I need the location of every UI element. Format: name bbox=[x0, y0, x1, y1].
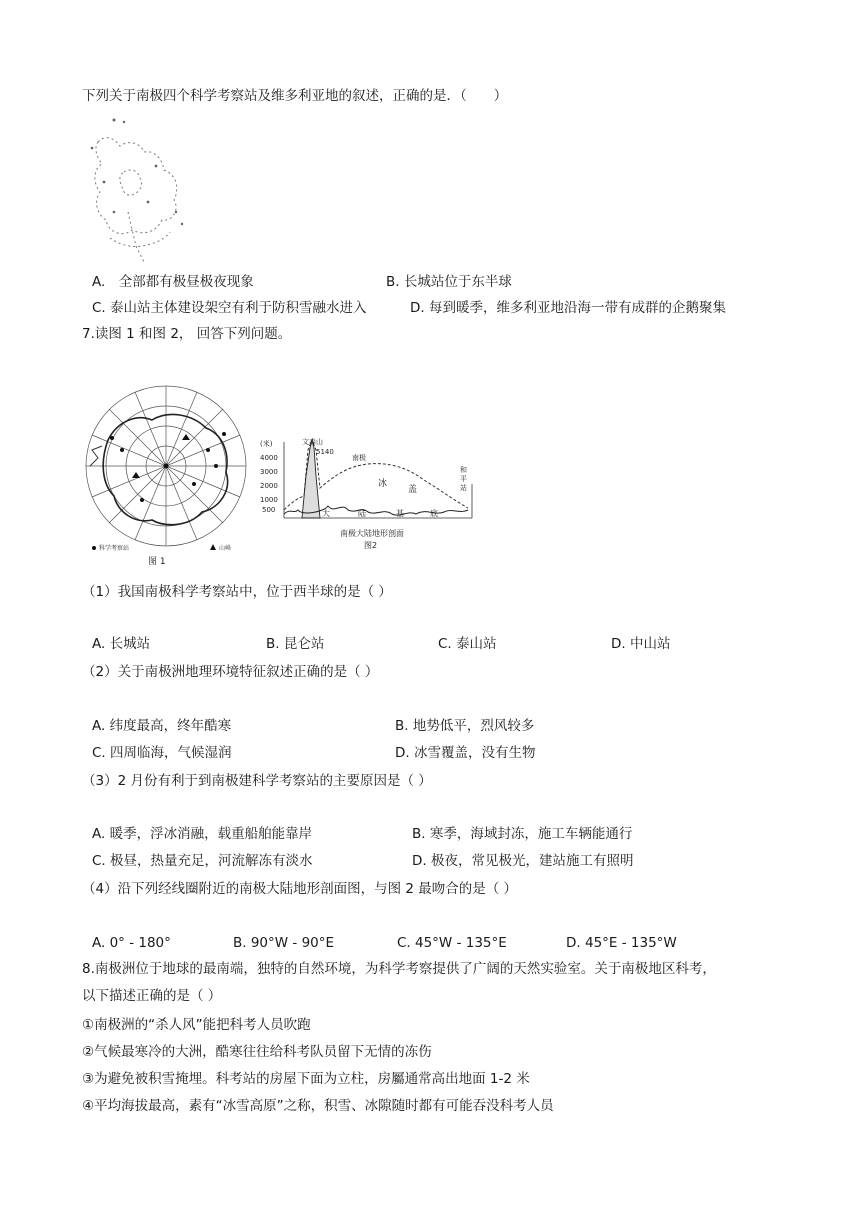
bedrock-label-2: 陆 bbox=[358, 509, 366, 518]
q7-sub1-stem: （1）我国南极科学考察站中，位于西半球的是（ ） bbox=[82, 584, 392, 600]
q7-sub1-option-c[interactable]: C. 泰山站 bbox=[438, 636, 497, 652]
ice-label-2: 盖 bbox=[408, 485, 418, 495]
section-title: 南极大陆地形剖面 bbox=[340, 529, 404, 538]
y-tick-2000: 2000 bbox=[260, 482, 278, 490]
y-tick-1000: 1000 bbox=[260, 496, 278, 504]
q8-stem-line-2: 以下描述正确的是（ ） bbox=[82, 988, 222, 1004]
q7-sub3-option-d[interactable]: D. 极夜，常见极光，建站施工有照明 bbox=[412, 853, 634, 869]
q7-sub2-option-a[interactable]: A. 纬度最高，终年酷寒 bbox=[92, 718, 232, 734]
bedrock-label-1: 大 bbox=[322, 509, 330, 518]
legend-station: 科学考察站 bbox=[99, 545, 130, 552]
q8-item-4: ④平均海拔最高，素有“冰雪高原”之称，积雪、冰隙随时都有可能吞没科考人员 bbox=[82, 1098, 554, 1114]
south-pole-label: 南极 bbox=[352, 454, 366, 462]
figure-2-caption: 图2 bbox=[364, 541, 378, 550]
q7-sub3-stem: （3）2 月份有利于到南极建科学考察站的主要原因是（ ） bbox=[82, 773, 432, 789]
bedrock-label-4: 底 bbox=[430, 509, 438, 518]
q7-sub2-option-c[interactable]: C. 四周临海，气候湿润 bbox=[92, 745, 232, 761]
q7-sub4-option-b[interactable]: B. 90°W - 90°E bbox=[233, 935, 335, 951]
y-tick-500: 500 bbox=[262, 506, 276, 514]
q7-sub2-option-b[interactable]: B. 地势低平，烈风较多 bbox=[395, 718, 535, 734]
q7-sub4-stem: （4）沿下列经线圈附近的南极大陆地形剖面图，与图 2 最吻合的是（ ） bbox=[82, 881, 518, 897]
q6-option-a[interactable]: A. 全部都有极昼极夜现象 bbox=[92, 274, 254, 290]
peak-height: 5140 bbox=[316, 448, 334, 456]
peak-name: 文森山 bbox=[302, 438, 323, 446]
q7-sub3-option-b[interactable]: B. 寒季，海域封冻，施工车辆能通行 bbox=[412, 826, 633, 842]
antarctica-sketch-map bbox=[84, 112, 200, 268]
figure-1-caption: 图 1 bbox=[148, 557, 166, 566]
q7-sub4-option-d[interactable]: D. 45°E - 135°W bbox=[566, 935, 677, 951]
station-label-2: 平 bbox=[460, 475, 467, 483]
q8-item-1: ①南极洲的“杀人风”能把科考人员吹跑 bbox=[82, 1017, 311, 1033]
q6-stem: 下列关于南极四个科学考察站及维多利亚地的叙述，正确的是．（ ） bbox=[82, 88, 508, 104]
q7-sub3-option-c[interactable]: C. 极昼，热量充足，河流解冻有淡水 bbox=[92, 853, 313, 869]
q8-item-2: ②气候最寒冷的大洲，酷寒往往给科考队员留下无情的冻伤 bbox=[82, 1044, 432, 1060]
q7-sub4-option-a[interactable]: A. 0° - 180° bbox=[92, 935, 171, 951]
q7-sub2-stem: （2）关于南极洲地理环境特征叙述正确的是（ ） bbox=[82, 664, 379, 680]
q7-figure-2 bbox=[258, 436, 476, 558]
q7-stem: 7.读图 1 和图 2， 回答下列问题。 bbox=[82, 326, 292, 342]
station-label-3: 站 bbox=[460, 484, 467, 492]
q7-sub1-option-a[interactable]: A. 长城站 bbox=[92, 636, 151, 652]
q6-option-c[interactable]: C. 泰山站主体建设架空有利于防积雪融水进入 bbox=[92, 300, 367, 316]
q7-sub4-option-c[interactable]: C. 45°W - 135°E bbox=[397, 935, 507, 951]
q7-figure-1 bbox=[82, 380, 254, 570]
station-label-1: 和 bbox=[460, 466, 467, 474]
bedrock-label-3: 基 bbox=[396, 509, 404, 518]
legend-mountain: 山峰 bbox=[219, 545, 232, 552]
y-axis-unit: (米) bbox=[260, 440, 273, 448]
y-tick-3000: 3000 bbox=[260, 468, 278, 476]
q7-sub2-option-d[interactable]: D. 冰雪覆盖，没有生物 bbox=[395, 745, 536, 761]
q7-sub3-option-a[interactable]: A. 暖季，浮冰消融，载重船舶能靠岸 bbox=[92, 826, 313, 842]
q6-option-b[interactable]: B. 长城站位于东半球 bbox=[386, 274, 512, 290]
q8-item-3: ③为避免被积雪掩埋。科考站的房屋下面为立柱，房屬通常高出地面 1-2 米 bbox=[82, 1071, 530, 1087]
q8-stem-line-1: 8.南极洲位于地球的最南端，独特的自然环境，为科学考察提供了广阔的天然实验室。关于南极地区科考， bbox=[82, 961, 716, 977]
polar-map bbox=[82, 380, 254, 566]
q7-sub1-option-d[interactable]: D. 中山站 bbox=[611, 636, 671, 652]
ice-label-1: 冰 bbox=[378, 479, 388, 489]
q7-sub1-option-b[interactable]: B. 昆仑站 bbox=[266, 636, 325, 652]
q6-antarctica-map bbox=[84, 112, 200, 272]
y-tick-4000: 4000 bbox=[260, 454, 278, 462]
cross-section-profile bbox=[258, 436, 476, 554]
q6-option-d[interactable]: D. 每到暖季，维多利亚地沿海一带有成群的企鹅聚集 bbox=[410, 300, 726, 316]
